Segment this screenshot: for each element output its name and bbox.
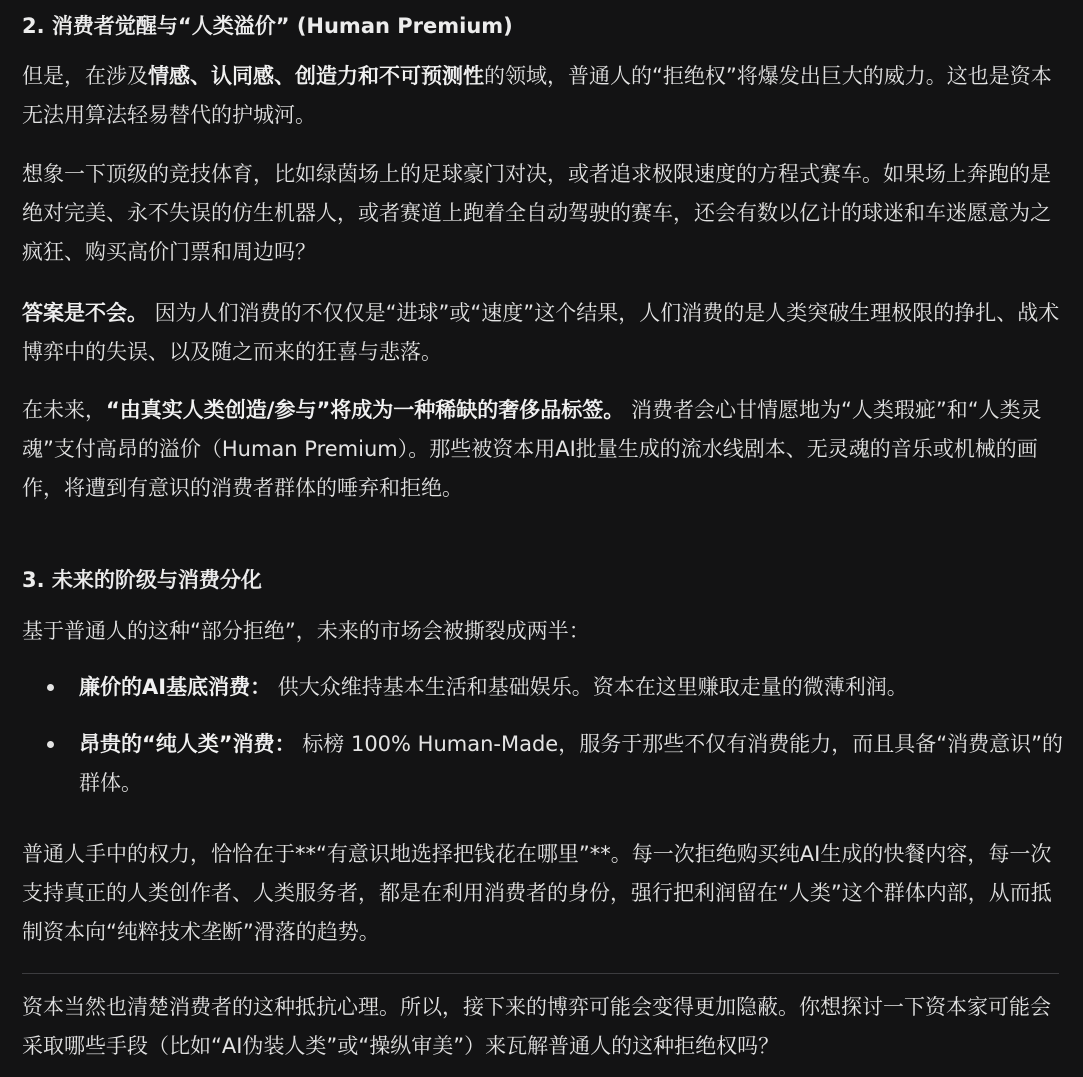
paragraph-text: 因为人们消费的不仅仅是“进球”或“速度”这个结果，人们消费的是人类突破生理极限的挣扎、战术博弈中的失误、以及随之而来的狂喜与悲落。 bbox=[22, 301, 1060, 364]
bullet-icon bbox=[47, 684, 54, 691]
bold-emphasis: 情感、认同感、创造力和不可预测性 bbox=[148, 64, 484, 88]
list-item bbox=[22, 668, 1063, 707]
paragraph-rejection-power bbox=[22, 57, 1063, 135]
paragraph-sports-example: 想象一下顶级的竞技体育，比如绿茵场上的足球豪门对决，或者追求极限速度的方程式赛车。如果场上奔跑的是绝对完美、永不失误的仿生机器人，或者赛道上跑着全自动驾驶的赛车，还会有数以亿计的球迷和车迷愿意为之疯狂、购买高价门票和周边吗？ bbox=[22, 162, 1051, 264]
divider bbox=[22, 973, 1059, 974]
list-item-text: 供大众维持基本生活和基础娱乐。资本在这里赚取走量的微薄利润。 bbox=[271, 675, 908, 699]
paragraph-text: 的领域，普通人的“拒绝权”将爆发出巨大的威力。这也是资本无法用算法轻易替代的护城河。 bbox=[22, 64, 1052, 127]
bold-emphasis: 答案是不会。 bbox=[22, 301, 148, 325]
bold-emphasis: “由真实人类创造/参与”将成为一种稀缺的奢侈品标签。 bbox=[106, 398, 625, 422]
bullet-icon bbox=[47, 741, 54, 748]
paragraph-consumer-power: 普通人手中的权力，恰恰在于**“有意识地选择把钱花在哪里”**。每一次拒绝购买纯AI生成的快餐内容，每一次支持真正的人类创作者、人类服务者，都是在利用消费者的身份，强行把利润留在“人类”这个群体内部，从而抵制资本向“纯粹技术垄断”滑落的趋势。 bbox=[22, 842, 1052, 944]
paragraph-text: 但是，在涉及 bbox=[22, 64, 148, 88]
paragraph-answer bbox=[22, 294, 1063, 372]
consumption-tier-list bbox=[22, 668, 1063, 803]
section-3-heading: 3. 未来的阶级与消费分化 bbox=[22, 568, 262, 592]
paragraph-human-premium bbox=[22, 391, 1063, 508]
paragraph-text: 在未来， bbox=[22, 398, 106, 422]
paragraph-text: 消费者会心甘情愿地为“人类瑕疵”和“人类灵魂”支付高昂的溢价（Human Premium）。那些被资本用AI批量生成的流水线剧本、无灵魂的音乐或机械的画作，将遭到有意识的消费者群体的唾弃和拒绝。 bbox=[22, 398, 1042, 500]
list-item-text: 标榜 100% Human-Made，服务于那些不仅有消费能力，而且具备“消费意识”的群体。 bbox=[79, 732, 1063, 795]
paragraph-market-split: 基于普通人的这种“部分拒绝”，未来的市场会被撕裂成两半： bbox=[22, 619, 590, 643]
section-2-heading: 2. 消费者觉醒与“人类溢价” (Human Premium) bbox=[22, 14, 513, 38]
follow-up-question: 资本当然也清楚消费者的这种抵抗心理。所以，接下来的博弈可能会变得更加隐蔽。你想探讨一下资本家可能会采取哪些手段（比如“AI伪装人类”或“操纵审美”）来瓦解普通人的这种拒绝权吗？ bbox=[22, 995, 1051, 1058]
list-item bbox=[22, 725, 1063, 803]
list-item-label: 廉价的AI基底消费： bbox=[79, 675, 272, 699]
list-item-label: 昂贵的“纯人类”消费： bbox=[79, 732, 296, 756]
